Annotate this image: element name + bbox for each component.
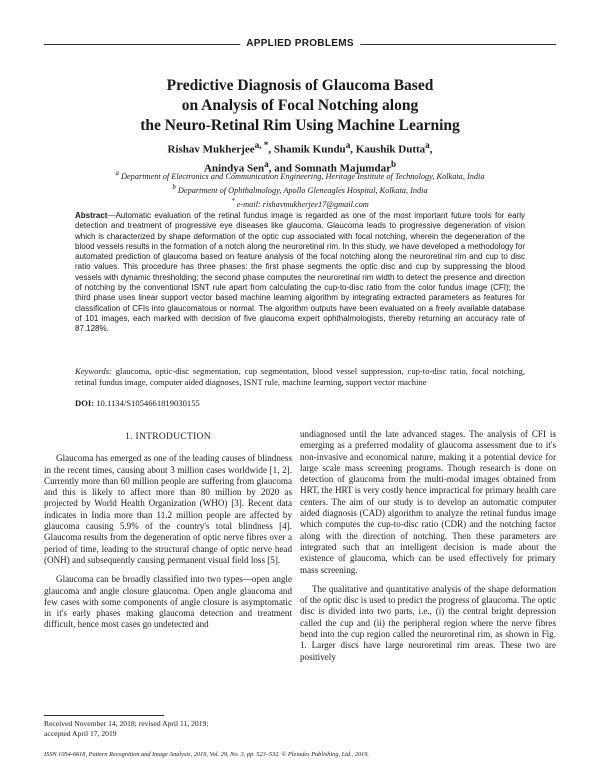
paragraph: Glaucoma has emerged as one of the leading causes of blindness in the recent times, causing about 3 million cases worldwide [1, 2]. Currently more than 60 million people are suffering from glaucoma and this is likely to affect more than 80 million by 2020 as projected by World Health Organization (WHO) [3]. Recent data indicates in India more than 11.2 million people are affected by glaucoma causing 5.9% of the country's total blindness [4]. Glaucoma results from the degeneration of optic nerve fibres over a period of time, leading to the structural change of optic nerve head (ONH) and subsequently causing permanent visual field loss [5]. xyxy=(44,453,292,565)
section-label: APPLIED PROBLEMS xyxy=(240,36,360,52)
author-name: , Shamik Kundu xyxy=(268,143,346,156)
affiliations xyxy=(0,168,600,209)
author-affil-mark: b xyxy=(390,158,397,169)
footnote-rule xyxy=(44,715,164,716)
author-name: , and Somnath Majumdar xyxy=(268,162,391,175)
keywords xyxy=(75,366,525,387)
doi-label: DOI: xyxy=(75,398,95,408)
email-text: e-mail: rishavmukherjee17@gmail.com xyxy=(234,199,369,209)
author-name: Anindya Sen xyxy=(203,162,265,175)
title-line-2: on Analysis of Focal Notching along xyxy=(181,97,419,114)
author-affil-mark: a xyxy=(264,158,269,169)
email-mark: * xyxy=(231,197,235,205)
author-affil-mark: a xyxy=(345,140,351,150)
author-line-1 xyxy=(0,138,600,157)
paper-title xyxy=(0,76,600,136)
keywords-text: glaucoma, optic-disc segmentation, cup segmentation, blood vessel suppression, cup-to-disc ratio, focal notching, retinal fundus image, computer aided diagnoses, ISNT rule, machine learning, support vector machine xyxy=(75,366,525,387)
doi-value: 10.1134/S1054661819030155 xyxy=(94,398,200,408)
author-affil-mark: a, * xyxy=(254,140,269,150)
title-line-3: the Neuro-Retinal Rim Using Machine Learning xyxy=(140,117,460,134)
paragraph: Glaucoma can be broadly classified into two types—open angle glaucoma and angle closure glaucoma. Open angle glaucoma and few cases with some components of angle closure is asymptomatic in it's early phases making glaucoma detection and treatment difficult, hence most cases go undetected and xyxy=(44,574,292,630)
doi xyxy=(75,398,200,409)
abstract xyxy=(75,211,525,335)
received-line-1: Received November 14, 2018; revised April 11, 2019; xyxy=(44,719,209,728)
paragraph: undiagnosed until the late advanced stages. The analysis of CFI is emerging as a preferred modality of glaucoma assessment due to it's non-invasive and economical nature, making it a potential device for large scale mass screening programs. Though research is done on detection of glaucoma from the multi-modal images obtained from HRT, the HRT is very costly hence impractical for primary health care centers. The aim of our study is to develop an automatic computer aided diagnosis (CAD) algorithm to analyze the retinal fundus image which computes the cup-to-disc ratio (CDR) and the notching factor along with the direction of notching. Then these parameters are integrated such that an intelligent decision is made about the existence of glaucoma, which can be used effectively for primary mass screening. xyxy=(300,429,556,575)
paragraph: The qualitative and quantitative analysis of the shape deformation of the optic disc is used to predict the progress of glaucoma. The optic disc is divided into two parts, i.e., (i) the central bright depression called the cup and (ii) the peripheral region where the nerve fibres bend into the cup region called the neuroretinal rim, as shown in Fig. 1. Larger discs have large neuroretinal rim areas. These two are positively xyxy=(300,583,556,662)
keywords-label: Keywords: xyxy=(75,366,112,376)
affiliation-b xyxy=(0,182,600,196)
author-name: Rishav Mukherjee xyxy=(167,143,255,156)
abstract-text: —Automatic evaluation of the retinal fundus image is regarded as one of the most important future tools for early detection and treatment of progressive eye diseases like glaucoma. Glaucoma leads to progressive degeneration of vision which is characterized by shape deformation of the optic cup associated with focal notching, wherein the degeneration of the blood vessels results in the formation of a notch along the neuroretinal rim. In this study, we have developed a methodology for automated prediction of glaucoma based on feature analysis of the focal notching along the neuroretinal rim and cup to disc ratio values. This procedure has three phases: the first phase segments the optic disc and cup by suppressing the blood vessels with dynamic thresholding; the second phase computes the neuroretinal rim width to detect the presence and direction of notching by the conventional ISNT rule apart from calculating the cup-to-disc ratio from the color fundus image (CFI); the third phase uses linear support vector based machine learning algorithm by integrating extracted parameters as features for classification of CFIs into glaucomatous or normal. The algorithm outputs have been evaluated on a freely available database of 101 images, each marked with decision of five glaucoma expert ophthalmologists, thereby returning an accuracy rate of 87.128%. xyxy=(75,211,525,334)
author-affil-mark: a xyxy=(425,140,430,150)
affil-mark: a xyxy=(115,170,119,177)
corresponding-email xyxy=(0,196,600,210)
abstract-label: Abstract xyxy=(75,211,108,220)
affil-mark: b xyxy=(172,183,176,191)
journal-section-header xyxy=(44,36,556,52)
received-line-2: accepted April 17, 2019 xyxy=(44,728,117,738)
journal-citation-footer: ISSN 1054-6618, Pattern Recognition and Image Analysis, 2019, Vol. 29, No. 3, pp. 523–532. © Pleiades Publishing, Ltd., 2019. xyxy=(44,751,369,758)
affiliation-text: Department of Ophthalmology, Apollo Gleneagles Hospital, Kolkata, India xyxy=(175,185,428,195)
title-line-1: Predictive Diagnosis of Glaucoma Based xyxy=(166,77,434,94)
left-column xyxy=(44,432,292,639)
received-dates xyxy=(44,719,292,738)
author-name: , Kaushik Dutta xyxy=(350,143,426,156)
affiliation-text: Department of Electronics and Communication Engineering, Heritage Institute of Technology, Kolkata, India xyxy=(118,171,485,181)
right-column xyxy=(300,429,556,671)
affiliation-a xyxy=(0,168,600,182)
section-heading: 1. INTRODUCTION xyxy=(125,432,211,442)
author-separator: , xyxy=(429,143,433,156)
